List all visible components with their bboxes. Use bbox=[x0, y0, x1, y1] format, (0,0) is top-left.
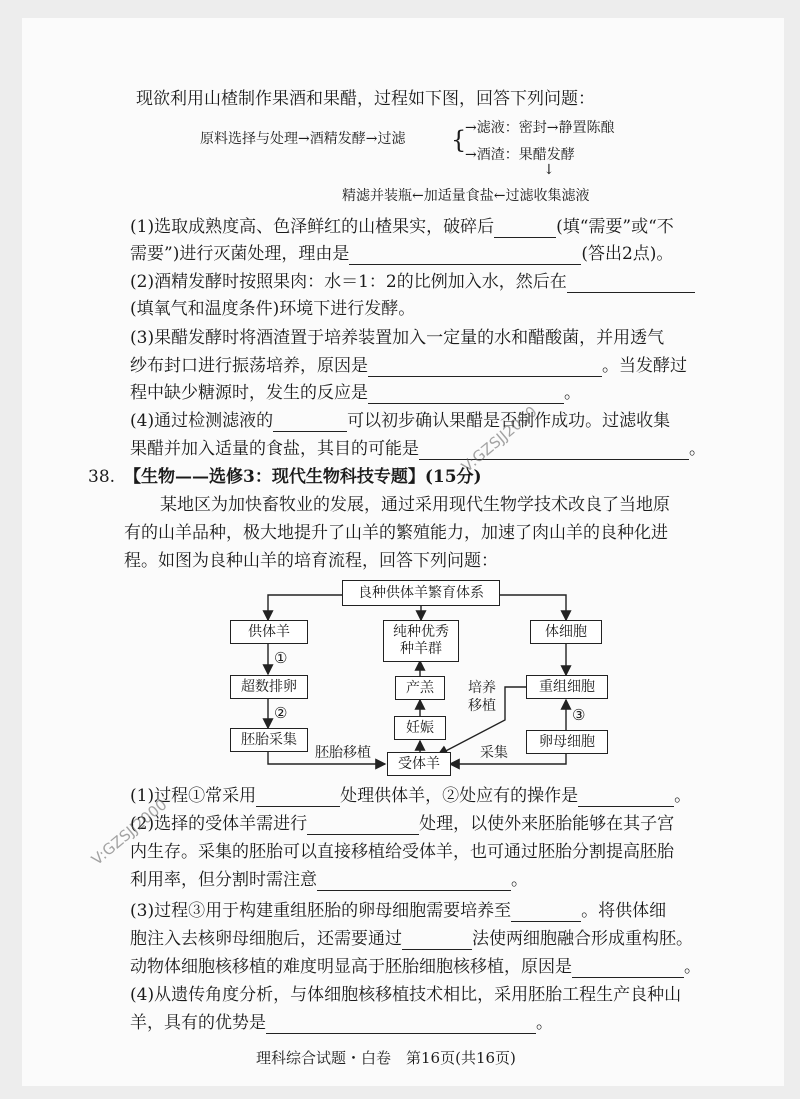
q1-line1: (1)选取成熟度高、色泽鲜红的山楂果实，破碎后 (填“需要”或“不 bbox=[130, 217, 674, 237]
q4-line1: (4)通过检测滤液的 可以初步确认果醋是否制作成功。过滤收集 bbox=[130, 411, 671, 431]
q4-line2: 果醋并加入适量的食盐，其目的可能是 。 bbox=[130, 439, 706, 459]
box-oocyte: 卵母细胞 bbox=[526, 730, 608, 754]
pure-breed-line1: 纯种优秀 bbox=[393, 624, 449, 640]
q2-line2: (填氧气和温度条件)环境下进行发酵。 bbox=[130, 299, 416, 319]
q38-number: 38. bbox=[88, 467, 116, 487]
flow-branch-bottom: →酒渣：果醋发酵 bbox=[465, 147, 575, 163]
box-pregnancy: 妊娠 bbox=[394, 716, 446, 740]
s3-line3: 动物体细胞核移植的难度明显高于胚胎细胞核移植，原因是 。 bbox=[130, 957, 701, 977]
s2-line2: 内生存。采集的胚胎可以直接移植给受体羊，也可通过胚胎分割提高胚胎 bbox=[130, 842, 674, 862]
label-transfer-move: 移植 bbox=[468, 698, 496, 714]
label-culture: 培养 bbox=[468, 680, 496, 696]
intro-text: 现欲利用山楂制作果酒和果醋，过程如下图，回答下列问题： bbox=[136, 89, 595, 109]
box-recipient-sheep: 受体羊 bbox=[387, 752, 451, 776]
box-donor-sheep: 供体羊 bbox=[230, 620, 308, 644]
q38-intro-1: 某地区为加快畜牧业的发展，通过采用现代生物学技术改良了当地原 bbox=[160, 495, 670, 515]
box-recombinant-cell: 重组细胞 bbox=[526, 675, 608, 699]
flow-down-arrow: ↓ bbox=[543, 162, 555, 178]
q38-intro-3: 程。如图为良种山羊的培育流程，回答下列问题： bbox=[124, 551, 498, 571]
q3-line1: (3)果醋发酵时将酒渣置于培养装置加入一定量的水和醋酸菌，并用透气 bbox=[130, 328, 665, 348]
page-footer: 理科综合试题・白卷 第16页(共16页) bbox=[256, 1049, 516, 1067]
box-somatic-cell: 体细胞 bbox=[530, 620, 602, 644]
box-embryo-collection: 胚胎采集 bbox=[230, 728, 308, 752]
label-collect: 采集 bbox=[480, 745, 508, 761]
q3-line3: 程中缺少糖源时，发生的反应是 。 bbox=[130, 383, 581, 403]
box-top-breeding-system: 良种供体羊繁育体系 bbox=[342, 580, 500, 606]
s3-line1: (3)过程③用于构建重组胚胎的卵母细胞需要培养至 。将供体细 bbox=[130, 901, 667, 921]
q38-title: 【生物——选修3：现代生物科技专题】(15分) bbox=[124, 467, 482, 487]
flow-main: 原料选择与处理→酒精发酵→过滤 bbox=[200, 131, 406, 147]
s3-line2: 胞注入去核卵母细胞后，还需要通过 法使两细胞融合形成重构胚。 bbox=[130, 929, 693, 949]
flow-branch-top: →滤液：密封→静置陈酿 bbox=[465, 120, 615, 136]
s1-line: (1)过程①常采用 处理供体羊，②处应有的操作是 。 bbox=[130, 786, 692, 806]
flow-brace: { bbox=[451, 126, 467, 154]
q1-line2: 需要”)进行灭菌处理，理由是 (答出2点)。 bbox=[130, 244, 674, 264]
watermark-1: V:GZSJJ2000 bbox=[458, 402, 541, 476]
box-superovulation: 超数排卵 bbox=[230, 675, 308, 699]
q38-intro-2: 有的山羊品种，极大地提升了山羊的繁殖能力，加速了肉山羊的良种化进 bbox=[124, 523, 668, 543]
label-step-2: ② bbox=[274, 704, 288, 722]
q3-line2: 纱布封口进行振荡培养，原因是 。当发酵过 bbox=[130, 356, 687, 376]
pure-breed-line2: 种羊群 bbox=[400, 641, 442, 657]
q2-line1: (2)酒精发酵时按照果肉：水＝1：2的比例加入水，然后在 bbox=[130, 271, 695, 293]
flow-bottom-line: 精滤并装瓶←加适量食盐←过滤收集滤液 bbox=[342, 188, 590, 204]
s2-line1: (2)选择的受体羊需进行 处理，以使外来胚胎能够在其子宫 bbox=[130, 814, 675, 834]
label-embryo-transfer: 胚胎移植 bbox=[315, 745, 371, 761]
s2-line3: 利用率，但分割时需注意 。 bbox=[130, 870, 528, 890]
s4-line1: (4)从遗传角度分析，与体细胞核移植技术相比，采用胚胎工程生产良种山 bbox=[130, 985, 682, 1005]
box-birth: 产羔 bbox=[395, 676, 445, 700]
label-step-1: ① bbox=[274, 649, 288, 667]
box-pure-breed bbox=[383, 620, 459, 662]
s4-line2: 羊，具有的优势是 。 bbox=[130, 1013, 553, 1033]
watermark-2: V:GZSJJ2000 bbox=[88, 795, 171, 869]
label-step-3: ③ bbox=[572, 706, 586, 724]
